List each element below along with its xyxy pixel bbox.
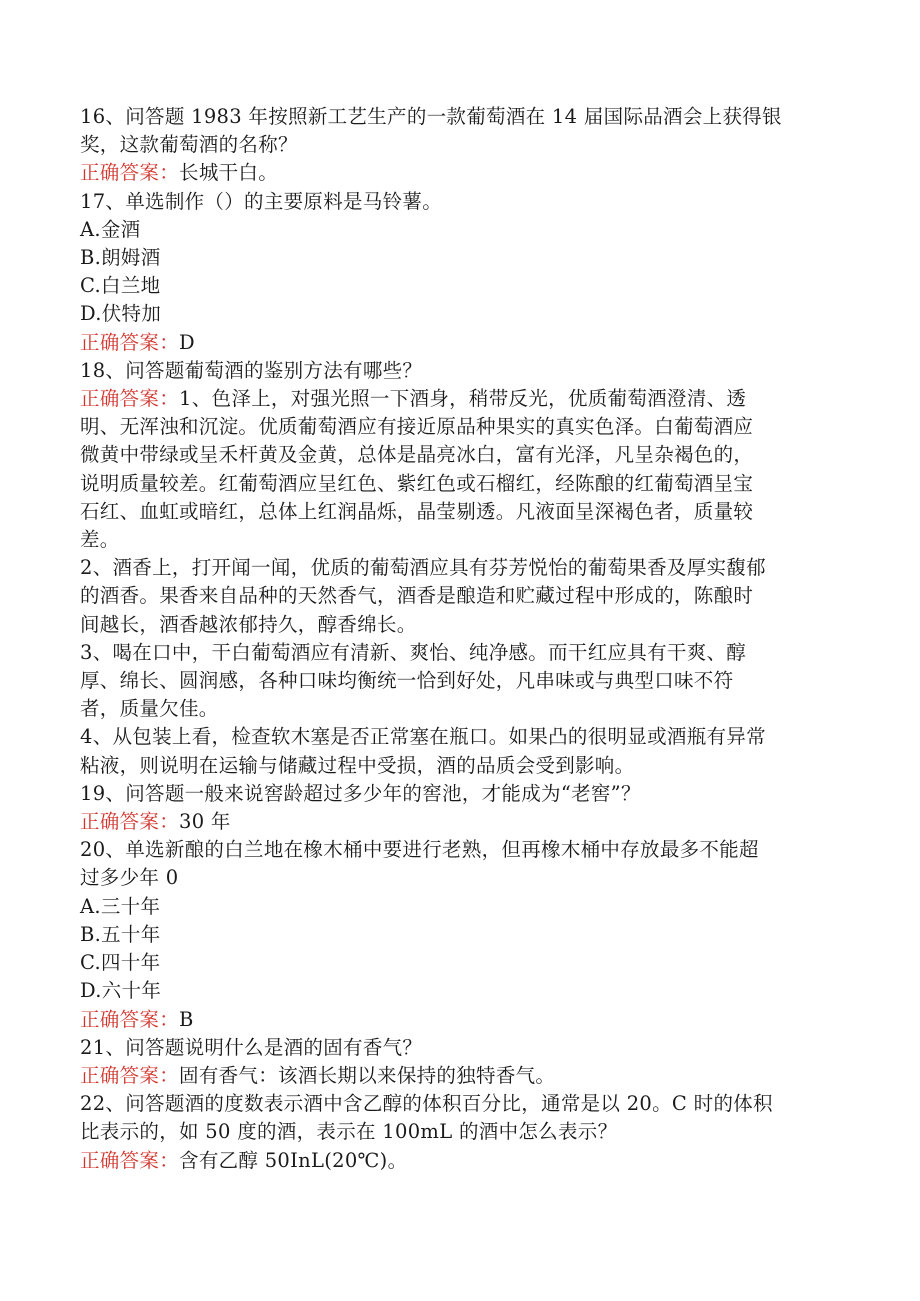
answer-22 <box>80 1147 830 1175</box>
answer-18-line-9: 间越长，酒香越浓郁持久，醇香绵长。 <box>80 612 417 636</box>
question-18: 18、问答题葡萄酒的鉴别方法有哪些？ <box>80 358 423 382</box>
answer-17 <box>80 329 830 357</box>
answer-18-line-13: 4、从包装上看，检查软木塞是否正常塞在瓶口。如果凸的很明显或酒瓶有异常 <box>80 725 766 749</box>
answer-text: B <box>179 1007 194 1031</box>
answer-label: 正确答案： <box>80 1007 180 1031</box>
option-17-c: C.白兰地 <box>80 274 161 298</box>
answer-18-line-3: 微黄中带绿或呈禾杆黄及金黄，总体是晶亮冰白，富有光泽，凡呈杂褐色的， <box>80 443 754 467</box>
option-17-d: D.伏特加 <box>80 302 162 326</box>
answer-label: 正确答案： <box>80 330 180 354</box>
answer-label: 正确答案： <box>80 387 180 411</box>
question-22-line-2: 比表示的，如 50 度的酒，表示在 100mL 的酒中怎么表示？ <box>80 1120 618 1144</box>
option-20-d: D.六十年 <box>80 979 162 1003</box>
option-17-b: B.朗姆酒 <box>80 246 161 270</box>
answer-18-line-10: 3、喝在口中，干白葡萄酒应有清新、爽怡、纯净感。而干红应具有干爽、醇 <box>80 640 747 664</box>
answer-text: 30 年 <box>179 810 231 834</box>
question-16-line-1: 16、问答题 1983 年按照新工艺生产的一款葡萄酒在 14 届国际品酒会上获得银 <box>80 105 782 128</box>
answer-18-line-5: 石红、血虹或暗红，总体上红润晶烁，晶莹剔透。凡液面呈深褐色者，质量较 <box>80 499 754 523</box>
answer-21 <box>80 1062 830 1090</box>
option-20-a: A.三十年 <box>80 894 161 918</box>
answer-label: 正确答案： <box>80 810 180 834</box>
answer-16 <box>80 159 830 187</box>
answer-text: 固有香气：该酒长期以来保持的独特香气。 <box>179 1063 556 1087</box>
question-17: 17、单选制作（）的主要原料是马铃薯。 <box>80 189 443 213</box>
question-20-line-2: 过多少年 0 <box>80 866 179 890</box>
answer-18-line-2: 明、无浑浊和沉淀。优质葡萄酒应有接近原品种果实的真实色泽。白葡萄酒应 <box>80 415 754 439</box>
question-16-line-2: 奖，这款葡萄酒的名称？ <box>80 133 298 157</box>
answer-18-line-7: 2、酒香上，打开闻一闻，优质的葡萄酒应具有芬芳悦怡的葡萄果香及厚实馥郁 <box>80 556 766 580</box>
answer-text: 含有乙醇 50InL(20℃)。 <box>179 1148 408 1172</box>
answer-18-line-8: 的酒香。果香来自品种的天然香气，酒香是酿造和贮藏过程中形成的，陈酿时 <box>80 584 754 608</box>
question-19: 19、问答题一般来说窖龄超过多少年的窖池，才能成为“老窖”？ <box>80 781 641 805</box>
answer-18-line-14: 粘液，则说明在运输与储藏过程中受损，酒的品质会受到影响。 <box>80 753 635 777</box>
answer-18-line-6: 差。 <box>80 528 120 552</box>
question-21: 21、问答题说明什么是酒的固有香气？ <box>80 1035 423 1059</box>
option-20-c: C.四十年 <box>80 951 161 975</box>
answer-20 <box>80 1006 830 1034</box>
answer-label: 正确答案： <box>80 1148 180 1172</box>
answer-18-line-4: 说明质量较差。红葡萄酒应呈红色、紫红色或石榴红，经陈酿的红葡萄酒呈宝 <box>80 471 754 495</box>
answer-19 <box>80 808 830 836</box>
answer-18-line-1 <box>80 385 830 413</box>
question-20-line-1: 20、单选新酿的白兰地在橡木桶中要进行老熟，但再橡木桶中存放最多不能超 <box>80 838 759 862</box>
answer-text: D <box>179 330 195 354</box>
answer-18-line-12: 者，质量欠佳。 <box>80 697 219 721</box>
answer-label: 正确答案： <box>80 161 180 185</box>
answer-18-line-11: 厚、绵长、圆润感，各种口味均衡统一恰到好处，凡串味或与典型口味不符 <box>80 669 734 693</box>
question-22-line-1: 22、问答题酒的度数表示酒中含乙醇的体积百分比，通常是以 20。C 时的体积 <box>80 1092 773 1116</box>
answer-text: 长城干白。 <box>179 161 279 185</box>
answer-text: 1、色泽上，对强光照一下酒身，稍带反光，优质葡萄酒澄清、透 <box>179 387 747 411</box>
answer-label: 正确答案： <box>80 1063 180 1087</box>
option-20-b: B.五十年 <box>80 922 161 946</box>
option-17-a: A.金酒 <box>80 217 141 241</box>
